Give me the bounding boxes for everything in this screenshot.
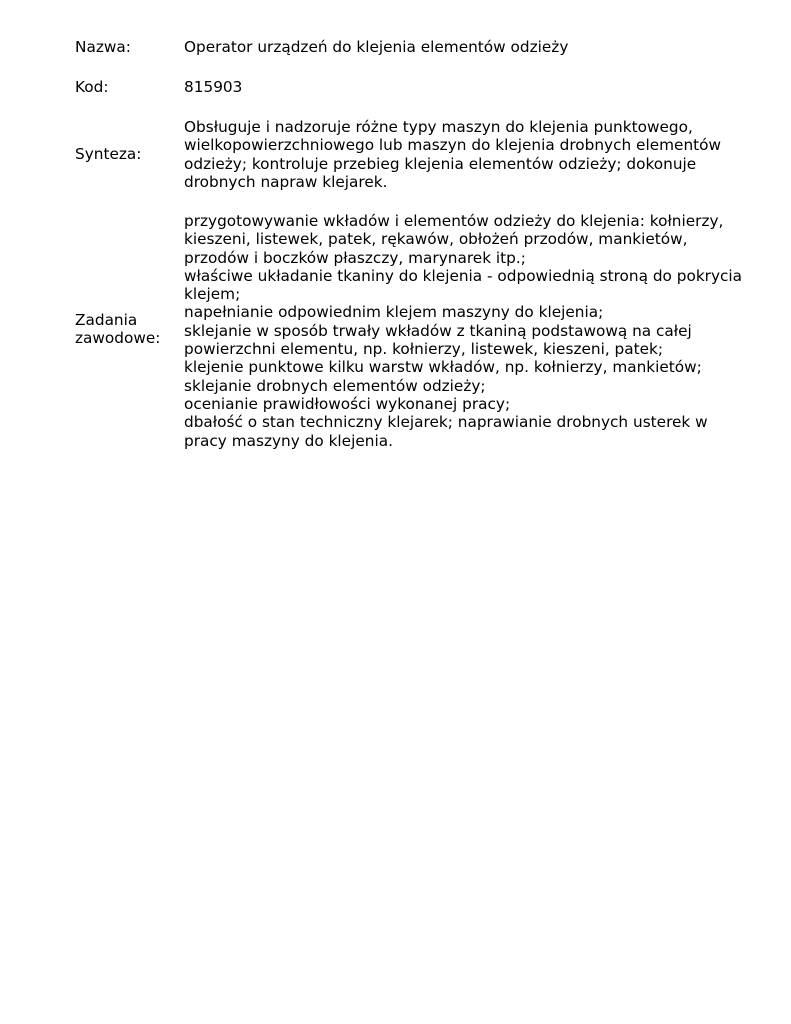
- tasks-line: klejenie punktowe kilku warstw wkładów, np. kołnierzy, mankietów;: [184, 358, 702, 377]
- tasks-line: przygotowywanie wkładów i elementów odzieży do klejenia: kołnierzy,: [184, 212, 724, 230]
- tasks-line: kieszeni, listewek, patek, rękawów, obłożeń przodów, mankietów,: [184, 230, 688, 249]
- synthesis-label: Synteza:: [75, 145, 142, 163]
- tasks-line: sklejanie w sposób trwały wkładów z tkaniną podstawową na całej: [184, 321, 692, 340]
- tasks-text: [184, 212, 764, 450]
- synthesis-line: wielkopowierzchniowego lub maszyn do klejenia drobnych elementów: [184, 136, 722, 155]
- tasks-label-line: Zadania: [75, 311, 138, 329]
- name-value: Operator urządzeń do klejenia elementów odzieży: [184, 38, 569, 56]
- synthesis-line: Obsługuje i nadzoruje różne typy maszyn do klejenia punktowego,: [184, 118, 693, 136]
- tasks-line: właściwe układanie tkaniny do klejenia - odpowiednią stroną do pokrycia: [184, 266, 743, 285]
- tasks-label-line: zawodowe:: [75, 329, 161, 348]
- tasks-line: powierzchni elementu, np. kołnierzy, listewek, kieszeni, patek;: [184, 340, 664, 359]
- tasks-line: napełnianie odpowiednim klejem maszyny do klejenia;: [184, 303, 604, 322]
- synthesis-line: drobnych napraw klejarek.: [184, 172, 388, 191]
- tasks-line: sklejanie drobnych elementów odzieży;: [184, 376, 486, 395]
- tasks-line: klejem;: [184, 285, 241, 304]
- tasks-line: ocenianie prawidłowości wykonanej pracy;: [184, 394, 511, 413]
- name-label: Nazwa:: [75, 38, 131, 56]
- tasks-line: przodów i boczków płaszczy, marynarek itp.;: [184, 248, 526, 267]
- tasks-line: pracy maszyny do klejenia.: [184, 431, 393, 450]
- tasks-label: [75, 311, 180, 348]
- synthesis-text: [184, 118, 764, 191]
- code-value: 815903: [184, 78, 243, 96]
- synthesis-line: odzieży; kontroluje przebieg klejenia elementów odzieży; dokonuje: [184, 154, 697, 173]
- code-label: Kod:: [75, 78, 109, 96]
- tasks-line: dbałość o stan techniczny klejarek; naprawianie drobnych usterek w: [184, 413, 708, 432]
